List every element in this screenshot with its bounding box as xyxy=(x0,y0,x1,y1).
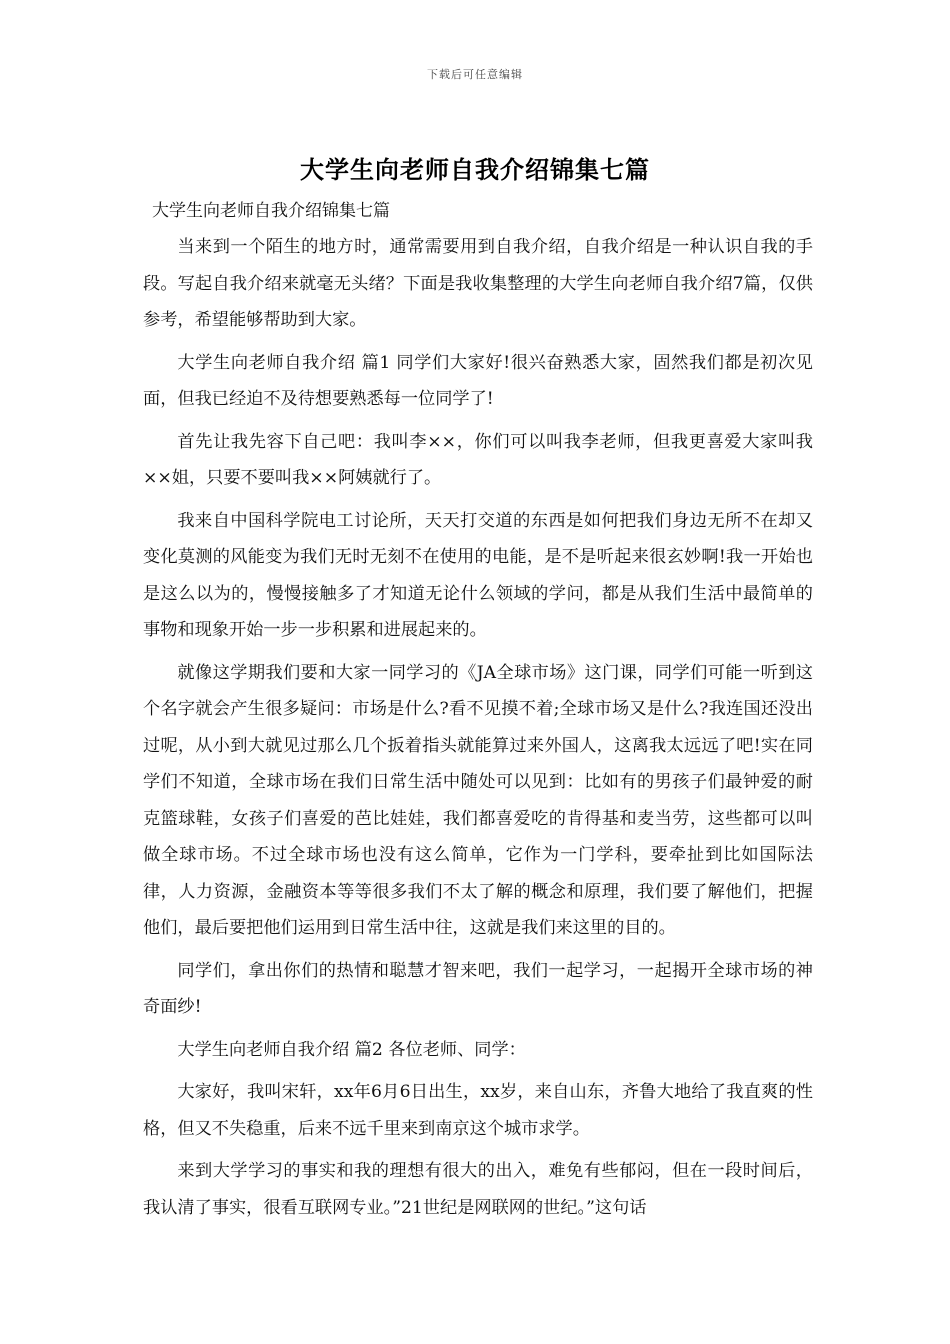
document-title: 大学生向老师自我介绍锦集七篇 xyxy=(300,156,650,184)
paragraph: 同学们，拿出你们的热情和聪慧才智来吧，我们一起学习，一起揭开全球市场的神奇面纱! xyxy=(143,960,813,1017)
document-body xyxy=(143,229,813,1232)
paragraph: 大学生向老师自我介绍 篇2 各位老师、同学： xyxy=(177,1039,526,1060)
paragraph: 就像这学期我们要和大家一同学习的《JA全球市场》这门课，同学们可能一听到这个名字就会产生很多疑问：市场是什么?看不见摸不着;全球市场又是什么?我连国还没出过呢，从小到大就见过那么几个扳着指头就能算过来外国人，这离我太远远了吧!实在同学们不知道，全球市场在我们日常生活中随处可以见到：比如有的男孩子们最钟爱的耐克篮球鞋，女孩子们喜爱的芭比娃娃，我们都喜爱吃的肯得基和麦当劳，这些都可以叫做全球市场。不过全球市场也没有这么简单，它作为一门学科，要牵扯到比如国际法律，人力资源，金融资本等等很多我们不太了解的概念和原理，我们要了解他们，把握他们，最后要把他们运用到日常生活中往，这就是我们来这里的目的。 xyxy=(143,662,813,938)
document-subtitle: 大学生向老师自我介绍锦集七篇 xyxy=(152,201,390,221)
paragraph: 我来自中国科学院电工讨论所，天天打交道的东西是如何把我们身边无所不在却又变化莫测的风能变为我们无时无刻不在使用的电能，是不是听起来很玄妙啊!我一开始也是这么以为的，慢慢接触多了才知道无论什么领域的学问，都是从我们生活中最简单的事物和现象开始一步一步积累和进展起来的。 xyxy=(143,510,813,640)
header-note: 下载后可任意编辑 xyxy=(427,68,523,81)
paragraph: 当来到一个陌生的地方时，通常需要用到自我介绍，自我介绍是一种认识自我的手段。写起自我介绍来就毫无头绪？下面是我收集整理的大学生向老师自我介绍7篇，仅供参考，希望能够帮助到大家。 xyxy=(143,237,813,330)
paragraph: 大家好，我叫宋轩，xx年6月6日出生，xx岁，来自山东，齐鲁大地给了我直爽的性格，但又不失稳重，后来不远千里来到南京这个城市求学。 xyxy=(143,1082,813,1139)
paragraph: 首先让我先容下自己吧：我叫李××，你们可以叫我李老师，但我更喜爱大家叫我××姐，只要不要叫我××阿姨就行了。 xyxy=(143,431,813,488)
paragraph: 大学生向老师自我介绍 篇1 同学们大家好!很兴奋熟悉大家，固然我们都是初次见面，但我已经迫不及待想要熟悉每一位同学了! xyxy=(143,352,813,409)
paragraph: 来到大学学习的事实和我的理想有很大的出入，难免有些郁闷，但在一段时间后，我认清了事实，很看互联网专业。”21世纪是网联网的世纪。”这句话 xyxy=(143,1161,813,1218)
